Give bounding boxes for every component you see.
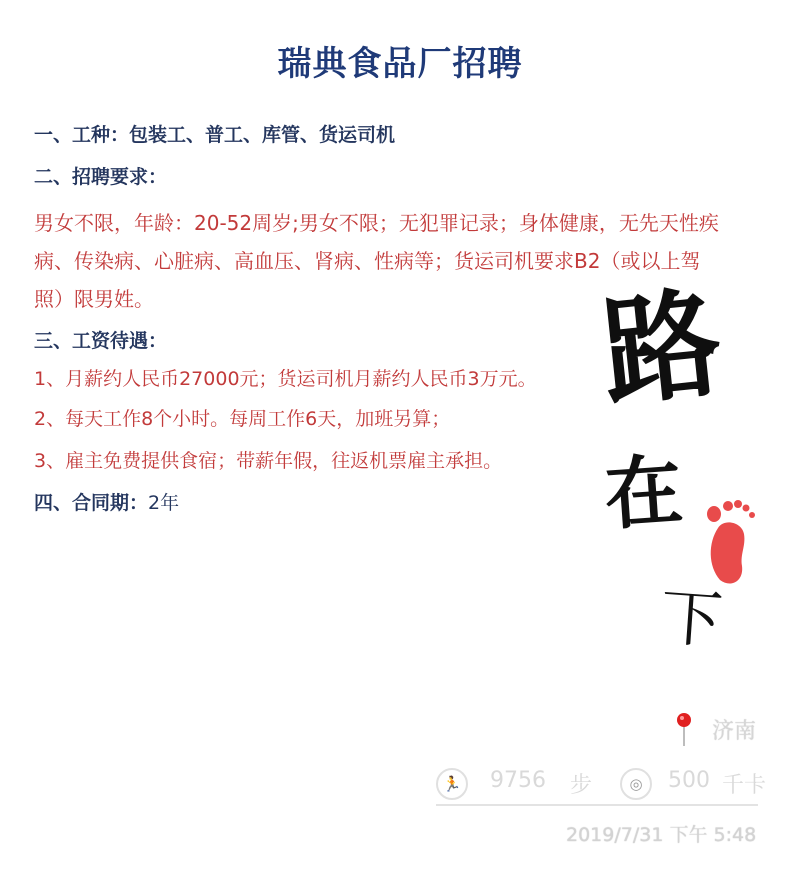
section-job-types: [34, 120, 395, 147]
steps-count: 9756: [490, 768, 546, 793]
benefit-item: 2、每天工作8个小时。每周工作6天，加班另算；: [34, 408, 451, 430]
divider: [436, 804, 758, 806]
running-icon: 🏃: [436, 768, 468, 800]
footprint-icon: [700, 488, 760, 588]
requirements-line: 男女不限，年龄：20-52周岁;男女不限；无犯罪记录；身体健康，无先天性疾: [34, 211, 719, 235]
section-requirements-heading: 二、招聘要求：: [34, 166, 168, 188]
requirements-line: 病、传染病、心脏病、高血压、肾病、性病等；货运司机要求B2（或以上驾: [34, 249, 701, 273]
benefit-item: 3、雇主免费提供食宿；带薪年假，往返机票雇主承担。: [34, 450, 503, 472]
location-pin-icon: [676, 712, 692, 748]
calligraphy-char-zai: 在: [601, 445, 686, 542]
page-title: 瑞典食品厂招聘: [277, 44, 523, 84]
section-job-types-label: 一、工种：: [34, 124, 130, 146]
calories-count: 500: [668, 768, 710, 793]
calligraphy-char-xia: 下: [657, 580, 725, 658]
timestamp: 2019/7/31 下午 5:48: [566, 824, 757, 846]
section-salary-heading: 三、工资待遇：: [34, 330, 168, 352]
section-contract-value: 2年: [148, 492, 180, 514]
section-job-types-value: 包装工、普工、库管、货运司机: [129, 124, 396, 146]
benefit-item: 1、月薪约人民币27000元；货运司机月薪约人民币3万元。: [34, 368, 537, 390]
section-contract: [34, 488, 179, 515]
section-contract-label: 四、合同期：: [34, 492, 149, 514]
steps-unit: 步: [570, 773, 593, 798]
calligraphy-char-lu: 路: [595, 272, 728, 424]
calorie-icon: ◎: [620, 768, 652, 800]
requirements-line: 照）限男姓。: [34, 287, 154, 311]
calories-unit: 千卡: [722, 773, 767, 798]
location-city: 济南: [712, 719, 757, 744]
